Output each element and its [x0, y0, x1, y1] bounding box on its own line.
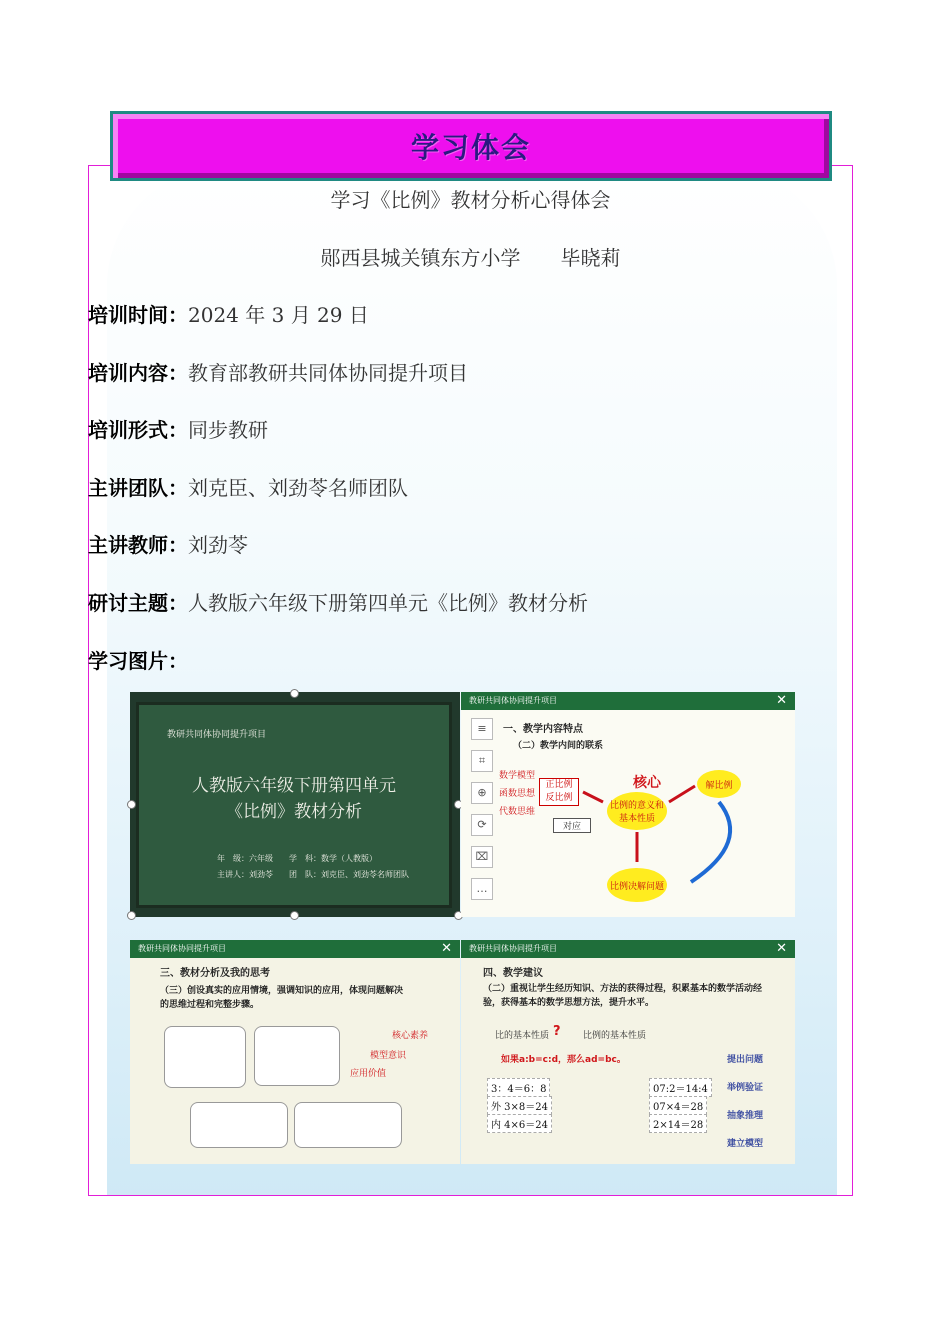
title-banner: [110, 111, 832, 181]
step-4: 建立模型: [727, 1139, 764, 1149]
node-function: 函数思想: [499, 789, 536, 799]
handwriting: 3：4＝6：8: [487, 1078, 550, 1097]
field-topic: 研讨主题：人教版六年级下册第四单元《比例》教材分析: [88, 591, 588, 615]
slide-sub: （二）教学内间的联系: [513, 741, 604, 751]
step-3: 抽象推理: [727, 1111, 764, 1121]
label-proportion: 比例的基本性质: [583, 1031, 647, 1041]
close-icon[interactable]: ✕: [441, 941, 452, 956]
node-right: 解比例: [697, 770, 741, 798]
tag-literacy: 核心素养: [392, 1031, 429, 1041]
question-mark: ?: [553, 1024, 561, 1039]
field-team: 主讲团队：刘克臣、刘劲苓名师团队: [88, 476, 408, 500]
handwriting: 07:2＝14:4: [649, 1078, 712, 1097]
slide-heading: 三、教材分析及我的思考: [160, 968, 270, 979]
photo-blackboard: [130, 692, 460, 917]
node-core: 核心: [633, 775, 661, 791]
node-algebra: 代数思维: [499, 807, 536, 817]
slide-sub: （二）重视让学生经历知识、方法的获得过程，积累基本的数学活动经验，获得基本的数学思想方法，提升水平。: [483, 984, 763, 1008]
field-content: 培训内容：教育部教研共同体协同提升项目: [88, 361, 468, 385]
node-pair: 正比例 反比例: [539, 778, 579, 806]
close-icon[interactable]: ✕: [776, 941, 787, 956]
handwriting: 2×14＝28: [649, 1114, 707, 1133]
resize-handle[interactable]: [290, 911, 299, 920]
node-center: 比例的意义和基本性质: [607, 792, 667, 830]
board-meta-1: 年 级：六年级 学 科：数学（人教版）: [217, 854, 377, 863]
close-icon[interactable]: ✕: [776, 693, 787, 708]
doc-subtitle: 学习《比例》教材分析心得体会: [330, 188, 611, 212]
blackboard: [136, 702, 452, 908]
tag-model: 模型意识: [370, 1051, 407, 1061]
board-title-2: 《比例》教材分析: [226, 802, 362, 822]
field-teacher: 主讲教师：刘劲苓: [88, 533, 248, 557]
zoom-icon[interactable]: ⊕: [471, 782, 493, 804]
field-photos: 学习图片：: [88, 649, 188, 673]
resize-handle[interactable]: [290, 689, 299, 698]
slide-heading: 一、教学内容特点: [503, 724, 583, 735]
step-2: 举例验证: [727, 1083, 764, 1093]
label-ratio: 比的基本性质: [495, 1031, 550, 1041]
tag-value: 应用价值: [350, 1069, 387, 1079]
node-model: 数学模型: [499, 771, 536, 781]
handwriting: 内 4×6＝24: [487, 1114, 552, 1133]
board-title-1: 人教版六年级下册第四单元: [192, 776, 396, 796]
resize-handle[interactable]: [127, 800, 136, 809]
node-bottom: 比例决解问题: [607, 868, 667, 902]
textbook-card: [164, 1026, 246, 1088]
slide-sub: （三）创设真实的应用情境，强调知识的应用，体现问题解决的思维过程和完整步骤。: [160, 986, 404, 1010]
textbook-card: [190, 1102, 288, 1148]
photo-grid: [130, 692, 795, 1164]
photo-analysis: [130, 940, 460, 1164]
crop-icon[interactable]: ⌗: [471, 750, 493, 772]
node-correspond: 对应: [553, 818, 591, 833]
handwriting: 07×4＝28: [649, 1096, 707, 1115]
resize-handle[interactable]: [127, 911, 136, 920]
list-icon[interactable]: ≡: [471, 718, 493, 740]
formula: 如果a:b=c:d，那么ad=bc。: [501, 1055, 626, 1065]
field-time: 培训时间：2024 年 3 月 29 日: [88, 303, 369, 327]
slide-heading: 四、教学建议: [483, 968, 543, 979]
more-icon[interactable]: …: [471, 878, 493, 900]
board-project: 教研共同体协同提升项目: [167, 730, 267, 740]
textbook-card: [294, 1102, 402, 1148]
step-1: 提出问题: [727, 1055, 764, 1065]
handwriting: 外 3×8＝24: [487, 1096, 552, 1115]
field-format: 培训形式：同步教研: [88, 418, 268, 442]
textbook-card: [254, 1026, 340, 1086]
slide-bar: 教研共同体协同提升项目 ✕: [130, 940, 460, 958]
slide-bar: 教研共同体协同提升项目 ✕: [461, 940, 795, 958]
rotate-icon[interactable]: ⟳: [471, 814, 493, 836]
concept-arrows: [461, 692, 795, 917]
banner-title: 学习体会: [410, 131, 531, 164]
photo-suggestions: [461, 940, 795, 1164]
slide-bar: 教研共同体协同提升项目 ✕: [461, 692, 795, 710]
board-meta-2: 主讲人：刘劲苓 团 队：刘克臣、刘劲苓名师团队: [217, 870, 409, 879]
author-line: 郧西县城关镇东方小学 毕晓莉: [320, 246, 621, 270]
scan-icon[interactable]: ⌧: [471, 846, 493, 868]
photo-concept-map: [461, 692, 795, 917]
